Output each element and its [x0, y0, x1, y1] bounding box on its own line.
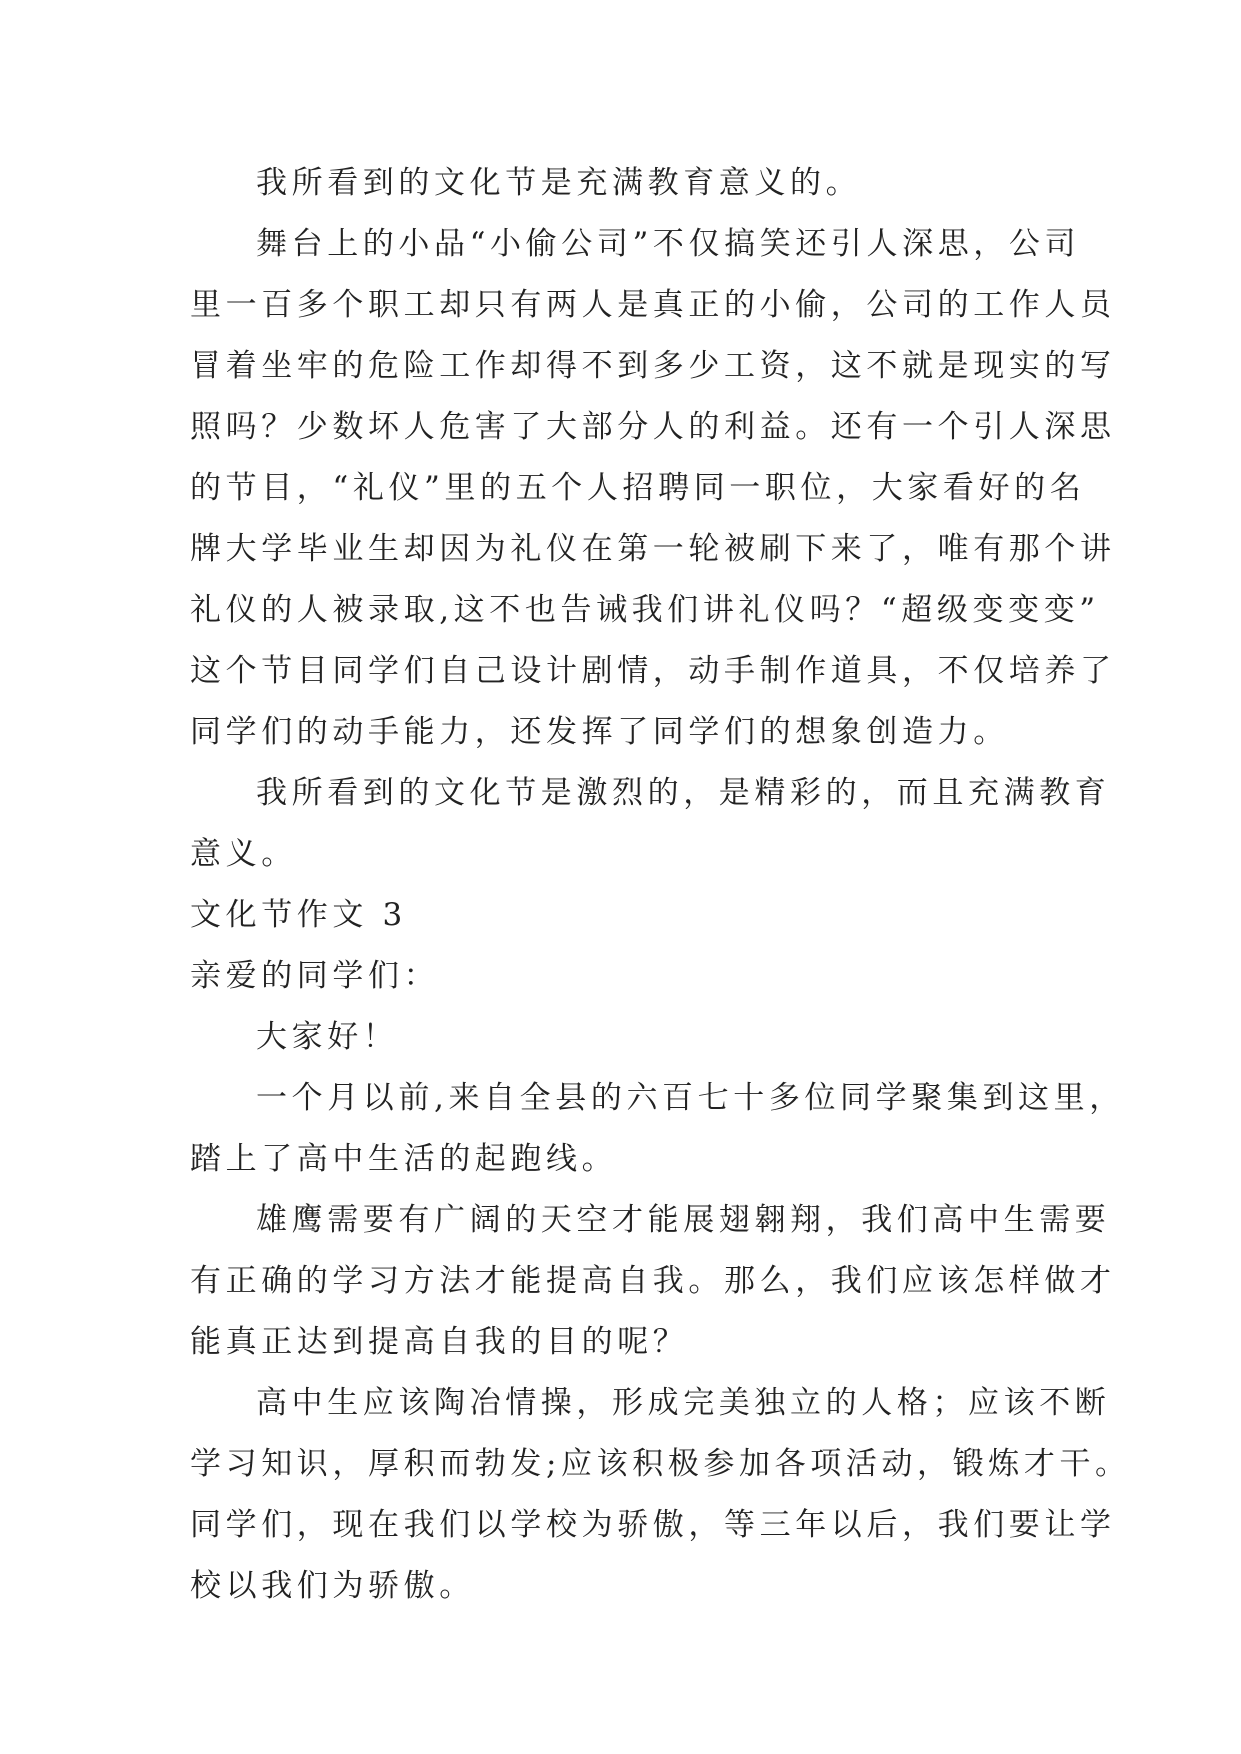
- section-heading: 文化节作文 3: [190, 897, 407, 933]
- text-line: 这个节目同学们自己设计剧情，动手制作道具，不仅培养了: [190, 653, 1116, 689]
- text-line: 意义。: [190, 836, 297, 872]
- salutation: 亲爱的同学们：: [190, 958, 440, 994]
- greeting: 大家好！: [256, 1019, 399, 1055]
- text-line: 我所看到的文化节是激烈的，是精彩的，而且充满教育: [256, 775, 1111, 811]
- text-line: 的节目，“礼仪”里的五个人招聘同一职位，大家看好的名: [190, 470, 1086, 506]
- text-line: 能真正达到提高自我的目的呢？: [190, 1324, 689, 1360]
- text-line: 冒着坐牢的危险工作却得不到多少工资，这不就是现实的写: [190, 348, 1116, 384]
- text-line: 校以我们为骄傲。: [190, 1568, 475, 1604]
- text-line: 有正确的学习方法才能提高自我。那么，我们应该怎样做才: [190, 1263, 1116, 1299]
- text-line: 高中生应该陶冶情操，形成完美独立的人格；应该不断: [256, 1385, 1111, 1421]
- text-line: 我所看到的文化节是充满教育意义的。: [256, 165, 862, 201]
- text-line: 里一百多个职工却只有两人是真正的小偷，公司的工作人员: [190, 287, 1116, 323]
- text-line: 踏上了高中生活的起跑线。: [190, 1141, 618, 1177]
- text-line: 礼仪的人被录取,这不也告诫我们讲礼仪吗？“超级变变变”: [190, 592, 1100, 628]
- text-line: 一个月以前,来自全县的六百七十多位同学聚集到这里，: [256, 1080, 1125, 1116]
- text-line: 雄鹰需要有广阔的天空才能展翅翱翔，我们高中生需要: [256, 1202, 1111, 1238]
- document-body: [190, 153, 1131, 1617]
- text-line: 照吗？少数坏人危害了大部分人的利益。还有一个引人深思: [190, 409, 1116, 445]
- text-line: 同学们，现在我们以学校为骄傲，等三年以后，我们要让学: [190, 1507, 1116, 1543]
- text-line: 同学们的动手能力，还发挥了同学们的想象创造力。: [190, 714, 1009, 750]
- text-line: 舞台上的小品“小偷公司”不仅搞笑还引人深思，公司: [256, 226, 1081, 262]
- text-line: 学习知识，厚积而勃发;应该积极参加各项活动，锻炼才干。: [190, 1446, 1131, 1482]
- text-line: 牌大学毕业生却因为礼仪在第一轮被刷下来了，唯有那个讲: [190, 531, 1116, 567]
